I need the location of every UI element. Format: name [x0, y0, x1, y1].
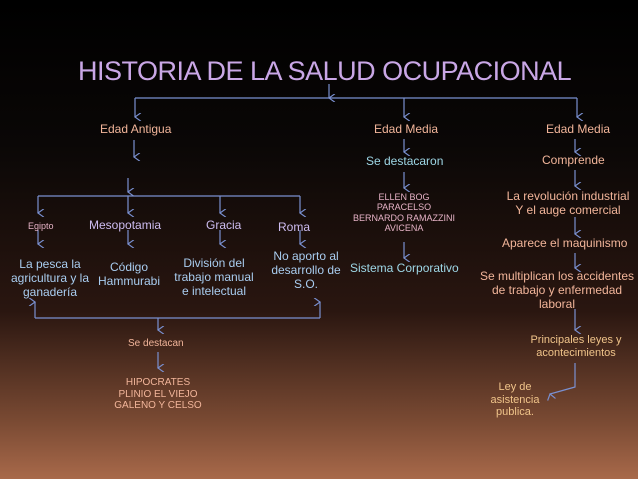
node-accidentes: Se multiplican los accidentes de trabajo y enfermedad laboral	[479, 269, 635, 311]
egipto-desc: La pesca la agricultura y la ganadería	[10, 257, 90, 299]
roma-desc: No aporto al desarrollo de S.O.	[271, 249, 341, 291]
gracia-desc: División del trabajo manual e intelectual	[174, 256, 254, 298]
node-edad-antigua: Edad Antigua	[100, 122, 172, 136]
node-roma: Roma	[278, 220, 311, 234]
node-egipto: Egipto	[28, 221, 54, 231]
node-revolucion: La revolución industrial Y el auge comercial	[506, 189, 630, 217]
destacados-list: HIPOCRATES PLINIO EL VIEJO GALENO Y CELSO	[114, 377, 202, 411]
node-se-destacaron: Se destacaron	[366, 154, 444, 168]
meso-desc: Código Hammurabi	[98, 260, 161, 288]
node-mesopotamia: Mesopotamia	[89, 218, 162, 232]
node-gracia: Gracia	[206, 218, 242, 232]
node-edad-media-1: Edad Media	[374, 122, 439, 136]
diagram-title: HISTORIA DE LA SALUD OCUPACIONAL	[78, 56, 572, 86]
node-maquinismo: Aparece el maquinismo	[502, 236, 628, 250]
node-sistema-corporativo: Sistema Corporativo	[350, 261, 459, 275]
node-edad-media-2: Edad Media	[546, 122, 611, 136]
destacaron-list: ELLEN BOG PARACELSO BERNARDO RAMAZZINI AVICENA	[352, 192, 455, 234]
node-se-destacan: Se destacan	[128, 338, 184, 349]
node-comprende: Comprende	[542, 153, 605, 167]
node-ley: Ley de asistencia publica.	[490, 381, 540, 419]
node-leyes: Principales leyes y acontecimientos	[530, 334, 622, 359]
